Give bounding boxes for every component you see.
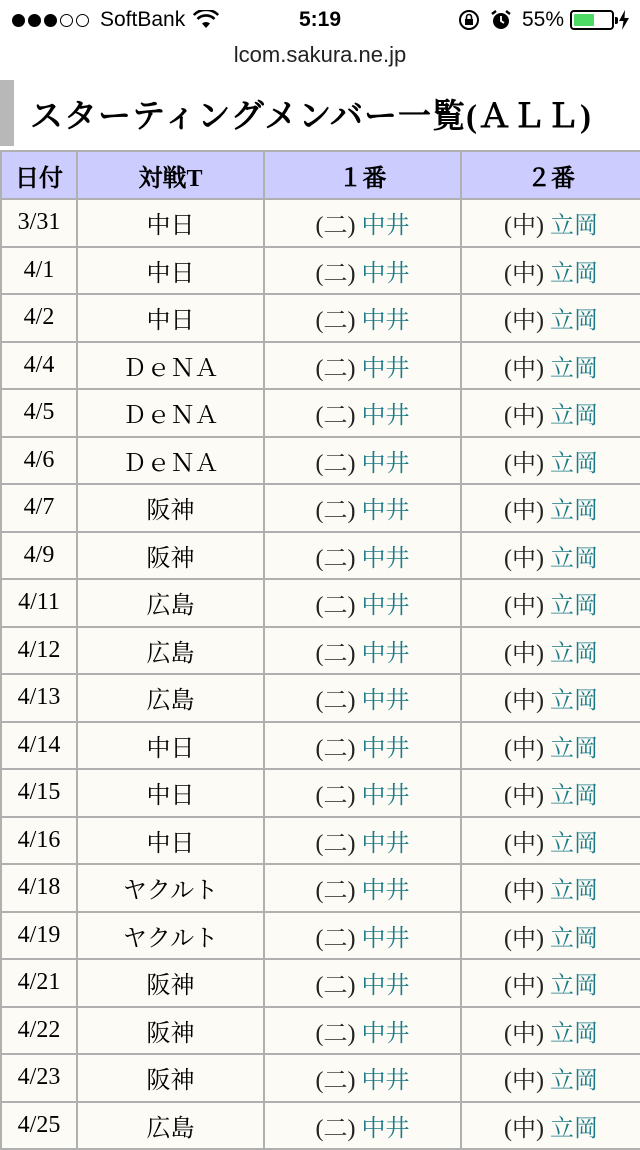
table-row: [1, 912, 640, 960]
batter-2-player-link[interactable]: 立岡: [549, 640, 598, 667]
batter-1-cell: [264, 959, 461, 1007]
batter-2-position: (中): [504, 355, 544, 382]
batter-1-position: (二): [315, 830, 356, 857]
table-row: [1, 864, 640, 912]
batter-1-player-link[interactable]: 中井: [361, 403, 410, 430]
batter-1-position: (二): [315, 1020, 356, 1047]
opponent-cell: 中日: [77, 247, 264, 295]
batter-2-player-link[interactable]: 立岡: [549, 1020, 598, 1047]
batter-1-position: (二): [315, 973, 356, 1000]
batter-1-player-link[interactable]: 中井: [361, 308, 410, 335]
table-row: [1, 532, 640, 580]
table-row: [1, 769, 640, 817]
batter-1-position: (二): [315, 593, 356, 620]
batter-1-player-link[interactable]: 中井: [361, 498, 410, 525]
batter-1-position: (二): [315, 688, 356, 715]
batter-1-player-link[interactable]: 中井: [361, 260, 410, 287]
batter-1-position: (二): [315, 403, 356, 430]
batter-2-cell: [461, 674, 640, 722]
battery-fill: [574, 14, 594, 26]
date-cell: 4/11: [1, 579, 77, 627]
batter-2-player-link[interactable]: 立岡: [549, 735, 598, 762]
batter-2-position: (中): [504, 830, 544, 857]
table-row: [1, 389, 640, 437]
date-cell: 4/19: [1, 912, 77, 960]
batter-2-player-link[interactable]: 立岡: [549, 450, 598, 477]
opponent-cell: 中日: [77, 199, 264, 247]
batter-1-player-link[interactable]: 中井: [361, 830, 410, 857]
header-date: 日付: [1, 151, 77, 199]
batter-2-player-link[interactable]: 立岡: [549, 1115, 598, 1142]
batter-2-cell: [461, 199, 640, 247]
batter-1-cell: [264, 817, 461, 865]
opponent-cell: ヤクルト: [77, 864, 264, 912]
batter-1-position: (二): [315, 925, 356, 952]
batter-1-position: (二): [315, 355, 356, 382]
batter-2-cell: [461, 627, 640, 675]
opponent-cell: 阪神: [77, 1054, 264, 1102]
batter-1-player-link[interactable]: 中井: [361, 450, 410, 477]
batter-1-player-link[interactable]: 中井: [361, 688, 410, 715]
header-batter-2: ２番: [461, 151, 640, 199]
batter-1-position: (二): [315, 213, 356, 240]
table-header-row: [1, 151, 640, 199]
batter-1-cell: [264, 674, 461, 722]
batter-2-player-link[interactable]: 立岡: [549, 308, 598, 335]
batter-2-position: (中): [504, 1068, 544, 1095]
batter-2-cell: [461, 579, 640, 627]
batter-1-player-link[interactable]: 中井: [361, 545, 410, 572]
batter-2-position: (中): [504, 1115, 544, 1142]
date-cell: 4/22: [1, 1007, 77, 1055]
date-cell: 4/12: [1, 627, 77, 675]
batter-2-player-link[interactable]: 立岡: [549, 545, 598, 572]
batter-2-position: (中): [504, 403, 544, 430]
date-cell: 4/6: [1, 437, 77, 485]
date-cell: 4/2: [1, 294, 77, 342]
table-row: [1, 1102, 640, 1150]
date-cell: 3/31: [1, 199, 77, 247]
batter-2-position: (中): [504, 545, 544, 572]
batter-2-position: (中): [504, 498, 544, 525]
batter-2-cell: [461, 864, 640, 912]
table-row: [1, 817, 640, 865]
status-bar: [0, 0, 640, 40]
batter-2-cell: [461, 912, 640, 960]
table-row: [1, 959, 640, 1007]
opponent-cell: 広島: [77, 1102, 264, 1150]
date-cell: 4/1: [1, 247, 77, 295]
opponent-cell: 阪神: [77, 1007, 264, 1055]
battery-cap: [615, 17, 618, 24]
batter-2-player-link[interactable]: 立岡: [549, 878, 598, 905]
batter-1-cell: [264, 864, 461, 912]
batter-1-cell: [264, 627, 461, 675]
table-body: [1, 199, 640, 1149]
batter-2-position: (中): [504, 735, 544, 762]
batter-1-cell: [264, 912, 461, 960]
batter-2-position: (中): [504, 783, 544, 810]
status-right: [458, 8, 630, 32]
batter-1-cell: [264, 484, 461, 532]
batter-2-cell: [461, 294, 640, 342]
batter-2-cell: [461, 437, 640, 485]
batter-1-cell: [264, 1007, 461, 1055]
table-row: [1, 579, 640, 627]
batter-2-cell: [461, 817, 640, 865]
batter-2-cell: [461, 484, 640, 532]
batter-2-position: (中): [504, 450, 544, 477]
batter-1-position: (二): [315, 1115, 356, 1142]
batter-2-player-link[interactable]: 立岡: [549, 355, 598, 382]
batter-1-cell: [264, 342, 461, 390]
batter-2-player-link[interactable]: 立岡: [549, 783, 598, 810]
date-cell: 4/23: [1, 1054, 77, 1102]
date-cell: 4/14: [1, 722, 77, 770]
page-title: スターティングメンバー一覧(ＡＬＬ): [30, 99, 593, 135]
batter-2-cell: [461, 1054, 640, 1102]
batter-2-position: (中): [504, 1020, 544, 1047]
batter-1-cell: [264, 1054, 461, 1102]
table-row: [1, 722, 640, 770]
batter-2-player-link[interactable]: 立岡: [549, 498, 598, 525]
opponent-cell: 中日: [77, 722, 264, 770]
batter-2-player-link[interactable]: 立岡: [549, 1068, 598, 1095]
batter-2-cell: [461, 769, 640, 817]
batter-2-player-link[interactable]: 立岡: [549, 973, 598, 1000]
batter-1-position: (二): [315, 878, 356, 905]
batter-1-player-link[interactable]: 中井: [361, 1068, 410, 1095]
table-row: [1, 674, 640, 722]
batter-2-position: (中): [504, 308, 544, 335]
batter-2-player-link[interactable]: 立岡: [549, 830, 598, 857]
opponent-cell: 阪神: [77, 484, 264, 532]
batter-2-player-link[interactable]: 立岡: [549, 593, 598, 620]
date-cell: 4/7: [1, 484, 77, 532]
batter-1-player-link[interactable]: 中井: [361, 213, 410, 240]
opponent-cell: ＤｅＮＡ: [77, 342, 264, 390]
batter-1-position: (二): [315, 498, 356, 525]
opponent-cell: 広島: [77, 674, 264, 722]
batter-2-position: (中): [504, 925, 544, 952]
batter-2-position: (中): [504, 260, 544, 287]
date-cell: 4/15: [1, 769, 77, 817]
batter-2-player-link[interactable]: 立岡: [549, 403, 598, 430]
batter-1-player-link[interactable]: 中井: [361, 735, 410, 762]
batter-1-player-link[interactable]: 中井: [361, 640, 410, 667]
opponent-cell: ヤクルト: [77, 912, 264, 960]
batter-2-position: (中): [504, 640, 544, 667]
table-row: [1, 342, 640, 390]
batter-2-cell: [461, 1102, 640, 1150]
batter-1-position: (二): [315, 308, 356, 335]
date-cell: 4/18: [1, 864, 77, 912]
batter-2-cell: [461, 722, 640, 770]
batter-2-player-link[interactable]: 立岡: [549, 260, 598, 287]
batter-1-position: (二): [315, 260, 356, 287]
clock: 5:19: [298, 8, 342, 31]
header-batter-1: １番: [264, 151, 461, 199]
batter-2-cell: [461, 1007, 640, 1055]
batter-1-player-link[interactable]: 中井: [361, 783, 410, 810]
table-row: [1, 199, 640, 247]
batter-2-position: (中): [504, 688, 544, 715]
opponent-cell: 阪神: [77, 959, 264, 1007]
table-row: [1, 294, 640, 342]
batter-1-position: (二): [315, 545, 356, 572]
battery-percent: 55%: [521, 8, 564, 31]
batter-2-position: (中): [504, 973, 544, 1000]
batter-2-position: (中): [504, 593, 544, 620]
batter-2-cell: [461, 389, 640, 437]
date-cell: 4/5: [1, 389, 77, 437]
date-cell: 4/21: [1, 959, 77, 1007]
date-cell: 4/25: [1, 1102, 77, 1150]
batter-2-player-link[interactable]: 立岡: [549, 925, 598, 952]
batter-1-position: (二): [315, 1068, 356, 1095]
carrier-name: SoftBank: [100, 8, 186, 31]
alarm-icon: [490, 9, 512, 31]
date-cell: 4/13: [1, 674, 77, 722]
header-opponent: 対戦T: [77, 151, 264, 199]
batter-1-player-link[interactable]: 中井: [361, 1115, 410, 1142]
lineup-table: [0, 150, 640, 1150]
date-cell: 4/16: [1, 817, 77, 865]
opponent-cell: ＤｅＮＡ: [77, 389, 264, 437]
battery-icon: [570, 10, 614, 30]
table-row: [1, 627, 640, 675]
batter-2-position: (中): [504, 878, 544, 905]
batter-1-player-link[interactable]: 中井: [361, 1020, 410, 1047]
table-row: [1, 1007, 640, 1055]
opponent-cell: ＤｅＮＡ: [77, 437, 264, 485]
date-cell: 4/9: [1, 532, 77, 580]
batter-2-cell: [461, 342, 640, 390]
batter-2-position: (中): [504, 213, 544, 240]
batter-1-cell: [264, 247, 461, 295]
page-header: [0, 80, 640, 146]
batter-2-player-link[interactable]: 立岡: [549, 213, 598, 240]
batter-1-cell: [264, 199, 461, 247]
opponent-cell: 中日: [77, 769, 264, 817]
url-bar[interactable]: lcom.sakura.ne.jp: [233, 42, 407, 67]
batter-1-cell: [264, 437, 461, 485]
batter-1-player-link[interactable]: 中井: [361, 925, 410, 952]
batter-1-position: (二): [315, 735, 356, 762]
batter-1-cell: [264, 722, 461, 770]
opponent-cell: 中日: [77, 817, 264, 865]
table-row: [1, 484, 640, 532]
batter-2-cell: [461, 532, 640, 580]
table-row: [1, 1054, 640, 1102]
orientation-lock-icon: [458, 9, 480, 31]
opponent-cell: 阪神: [77, 532, 264, 580]
batter-1-cell: [264, 389, 461, 437]
charging-bolt-icon: [618, 10, 630, 30]
batter-2-cell: [461, 959, 640, 1007]
batter-1-cell: [264, 769, 461, 817]
batter-2-cell: [461, 247, 640, 295]
batter-1-cell: [264, 532, 461, 580]
opponent-cell: 広島: [77, 579, 264, 627]
batter-2-player-link[interactable]: 立岡: [549, 688, 598, 715]
table-row: [1, 247, 640, 295]
opponent-cell: 中日: [77, 294, 264, 342]
batter-1-player-link[interactable]: 中井: [361, 973, 410, 1000]
table-row: [1, 437, 640, 485]
opponent-cell: 広島: [77, 627, 264, 675]
batter-1-player-link[interactable]: 中井: [361, 593, 410, 620]
batter-1-cell: [264, 294, 461, 342]
batter-1-position: (二): [315, 783, 356, 810]
batter-1-cell: [264, 1102, 461, 1150]
batter-1-position: (二): [315, 640, 356, 667]
batter-1-player-link[interactable]: 中井: [361, 878, 410, 905]
date-cell: 4/4: [1, 342, 77, 390]
batter-1-player-link[interactable]: 中井: [361, 355, 410, 382]
batter-1-position: (二): [315, 450, 356, 477]
batter-1-cell: [264, 579, 461, 627]
